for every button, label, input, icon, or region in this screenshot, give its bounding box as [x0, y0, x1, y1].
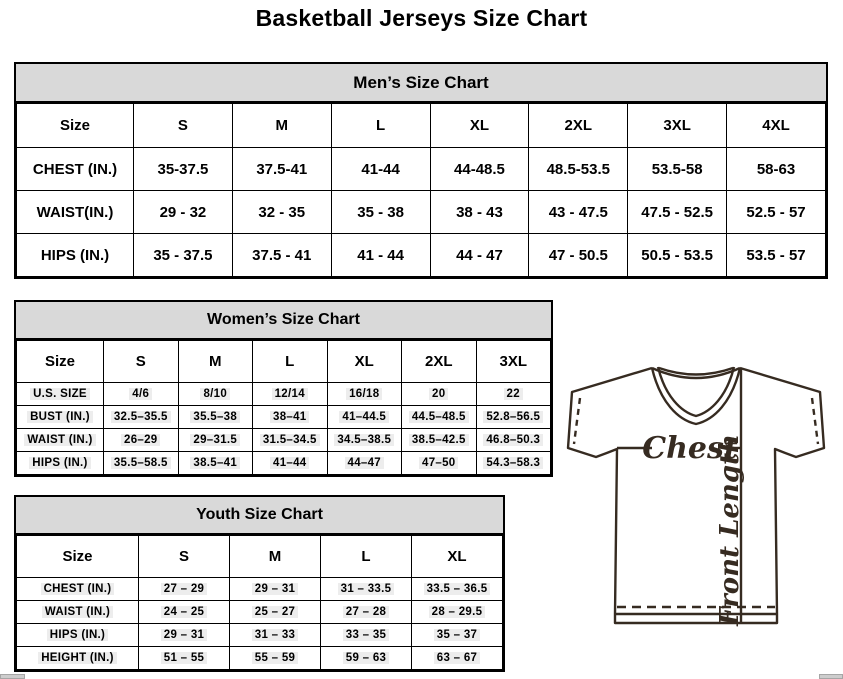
mens-value-cell	[430, 191, 529, 234]
youth-value-cell	[139, 647, 230, 670]
mens-column-header-3xl: 3XL	[628, 104, 727, 148]
womens-value-cell	[476, 383, 551, 406]
womens-size-value: 32.5–35.5	[111, 411, 171, 423]
mens-table-row	[17, 148, 826, 191]
youth-size-value: 24 – 25	[161, 606, 207, 618]
youth-value-cell	[412, 647, 503, 670]
womens-value-cell	[476, 452, 551, 475]
womens-value-cell	[178, 406, 253, 429]
mens-value-cell	[232, 234, 331, 277]
womens-value-cell	[178, 383, 253, 406]
mens-size-value: 52.5 - 57	[746, 203, 806, 221]
youth-size-value: 51 – 55	[161, 652, 207, 664]
youth-size-value: 63 – 67	[434, 652, 480, 664]
womens-size-value: 44–47	[345, 457, 384, 469]
womens-row-label-cell	[17, 429, 104, 452]
mens-value-cell	[727, 148, 826, 191]
mens-size-value: 35 - 38	[357, 203, 404, 221]
mens-size-value: 53.5-58	[651, 160, 703, 178]
womens-value-cell	[402, 452, 477, 475]
womens-table-grid	[16, 340, 551, 475]
womens-size-value: 44.5–48.5	[409, 411, 469, 423]
mens-value-cell	[134, 148, 233, 191]
womens-value-cell	[104, 383, 179, 406]
womens-size-value: 16/18	[346, 388, 382, 400]
mens-value-cell	[529, 191, 628, 234]
womens-value-cell	[327, 383, 402, 406]
womens-table-row	[17, 383, 551, 406]
womens-table-row	[17, 406, 551, 429]
womens-table-header: Women’s Size Chart	[16, 302, 551, 340]
youth-table-row	[17, 647, 503, 670]
mens-value-cell	[134, 234, 233, 277]
mens-size-value: 35-37.5	[157, 160, 209, 178]
youth-size-value: 59 – 63	[343, 652, 389, 664]
mens-row-label-cell	[17, 234, 134, 277]
youth-size-value: 31 – 33	[252, 629, 298, 641]
womens-column-header-3xl: 3XL	[476, 341, 551, 383]
womens-size-value: 22	[504, 388, 523, 400]
womens-size-value: 54.3–58.3	[483, 457, 543, 469]
youth-size-value: 29 – 31	[161, 629, 207, 641]
mens-column-header-row	[17, 104, 826, 148]
womens-value-cell	[402, 383, 477, 406]
mens-value-cell	[727, 191, 826, 234]
mens-column-header-2xl: 2XL	[529, 104, 628, 148]
youth-table-row	[17, 624, 503, 647]
youth-value-cell	[321, 647, 412, 670]
youth-value-cell	[230, 647, 321, 670]
womens-column-header-l: L	[253, 341, 328, 383]
womens-size-value: 38–41	[270, 411, 309, 423]
womens-value-cell	[327, 429, 402, 452]
mens-value-cell	[628, 191, 727, 234]
mens-column-header-m: M	[232, 104, 331, 148]
mens-table-grid	[16, 103, 826, 277]
page-title: Basketball Jerseys Size Chart	[255, 5, 588, 31]
mens-size-value: 37.5-41	[256, 160, 308, 178]
mens-value-cell	[232, 191, 331, 234]
youth-value-cell	[321, 624, 412, 647]
womens-size-value: 20	[429, 388, 448, 400]
youth-value-cell	[412, 624, 503, 647]
womens-size-value: 12/14	[272, 388, 308, 400]
mens-table-row	[17, 191, 826, 234]
womens-value-cell	[104, 406, 179, 429]
womens-row-label: U.S. SIZE	[30, 388, 90, 400]
mens-column-header-l: L	[331, 104, 430, 148]
womens-value-cell	[253, 429, 328, 452]
scrollbar-fragment-left[interactable]	[0, 674, 25, 679]
womens-size-value: 47–50	[419, 457, 458, 469]
womens-value-cell	[178, 452, 253, 475]
youth-value-cell	[139, 601, 230, 624]
womens-value-cell	[327, 406, 402, 429]
mens-value-cell	[134, 191, 233, 234]
youth-size-value: 55 – 59	[252, 652, 298, 664]
womens-size-chart-table	[14, 300, 553, 477]
mens-size-value: 38 - 43	[456, 203, 503, 221]
womens-size-value: 38.5–41	[190, 457, 240, 469]
youth-value-cell	[321, 578, 412, 601]
womens-value-cell	[402, 406, 477, 429]
womens-size-column-header: Size	[17, 341, 104, 383]
mens-row-label-cell	[17, 191, 134, 234]
womens-size-value: 35.5–38	[190, 411, 240, 423]
youth-size-value: 35 – 37	[434, 629, 480, 641]
mens-size-value: 58-63	[756, 160, 796, 178]
left-cuff-dashed-line	[574, 398, 580, 444]
mens-size-value: 47.5 - 52.5	[641, 203, 713, 221]
mens-size-chart-table	[14, 62, 828, 279]
youth-table-row	[17, 601, 503, 624]
youth-row-label: HEIGHT (IN.)	[38, 652, 117, 664]
mens-size-value: 48.5-53.5	[546, 160, 610, 178]
right-cuff-dashed-line	[812, 398, 818, 444]
youth-row-label: CHEST (IN.)	[41, 583, 115, 595]
womens-column-header-xl: XL	[327, 341, 402, 383]
womens-size-value: 26–29	[121, 434, 160, 446]
mens-value-cell	[529, 234, 628, 277]
womens-value-cell	[253, 383, 328, 406]
womens-size-value: 35.5–58.5	[111, 457, 171, 469]
youth-size-value: 33.5 – 36.5	[424, 583, 491, 595]
womens-size-value: 34.5–38.5	[334, 434, 394, 446]
womens-value-cell	[104, 452, 179, 475]
mens-row-label: HIPS (IN.)	[40, 246, 110, 264]
youth-size-value: 25 – 27	[252, 606, 298, 618]
womens-column-header-row	[17, 341, 551, 383]
youth-size-value: 29 – 31	[252, 583, 298, 595]
youth-size-value: 27 – 28	[343, 606, 389, 618]
womens-size-value: 46.8–50.3	[483, 434, 543, 446]
mens-value-cell	[232, 148, 331, 191]
youth-column-header-row	[17, 536, 503, 578]
youth-table-header: Youth Size Chart	[16, 497, 503, 535]
womens-size-value: 31.5–34.5	[260, 434, 320, 446]
womens-value-cell	[178, 429, 253, 452]
womens-row-label-cell	[17, 452, 104, 475]
womens-value-cell	[476, 429, 551, 452]
youth-value-cell	[412, 578, 503, 601]
womens-column-header-2xl: 2XL	[402, 341, 477, 383]
womens-table-row	[17, 429, 551, 452]
mens-value-cell	[529, 148, 628, 191]
mens-column-header-xl: XL	[430, 104, 529, 148]
womens-size-value: 52.8–56.5	[483, 411, 543, 423]
mens-row-label: CHEST (IN.)	[32, 160, 118, 178]
womens-row-label-cell	[17, 383, 104, 406]
youth-row-label-cell	[17, 624, 139, 647]
womens-value-cell	[476, 406, 551, 429]
youth-row-label: WAIST (IN.)	[42, 606, 113, 618]
youth-value-cell	[230, 601, 321, 624]
youth-value-cell	[139, 624, 230, 647]
womens-row-label: WAIST (IN.)	[24, 434, 95, 446]
womens-value-cell	[104, 429, 179, 452]
mens-size-value: 43 - 47.5	[548, 203, 608, 221]
mens-value-cell	[430, 234, 529, 277]
youth-column-header-m: M	[230, 536, 321, 578]
mens-table-header: Men’s Size Chart	[16, 64, 826, 103]
mens-row-label-cell	[17, 148, 134, 191]
womens-value-cell	[253, 452, 328, 475]
mens-column-header-4xl: 4XL	[727, 104, 826, 148]
youth-size-column-header: Size	[17, 536, 139, 578]
mens-size-column-header: Size	[17, 104, 134, 148]
mens-size-value: 35 - 37.5	[153, 246, 213, 264]
mens-value-cell	[331, 148, 430, 191]
youth-column-header-xl: XL	[412, 536, 503, 578]
womens-row-label-cell	[17, 406, 104, 429]
womens-value-cell	[402, 429, 477, 452]
jersey-outline	[568, 368, 824, 623]
womens-size-value: 8/10	[200, 388, 230, 400]
womens-size-value: 4/6	[129, 388, 152, 400]
youth-table-grid	[16, 535, 503, 670]
youth-value-cell	[139, 578, 230, 601]
womens-value-cell	[327, 452, 402, 475]
mens-size-value: 32 - 35	[258, 203, 306, 221]
womens-size-value: 29–31.5	[190, 434, 240, 446]
front-length-label: Front Length	[715, 434, 745, 626]
womens-value-cell	[253, 406, 328, 429]
youth-size-chart-table	[14, 495, 505, 672]
mens-size-value: 44 - 47	[456, 246, 503, 264]
womens-row-label: HIPS (IN.)	[29, 457, 90, 469]
youth-row-label-cell	[17, 647, 139, 670]
scrollbar-fragment-right[interactable]	[819, 674, 843, 679]
youth-value-cell	[230, 624, 321, 647]
womens-column-header-s: S	[104, 341, 179, 383]
youth-row-label-cell	[17, 601, 139, 624]
youth-table-row	[17, 578, 503, 601]
youth-value-cell	[230, 578, 321, 601]
mens-value-cell	[628, 148, 727, 191]
youth-column-header-l: L	[321, 536, 412, 578]
youth-column-header-s: S	[139, 536, 230, 578]
mens-size-value: 53.5 - 57	[746, 246, 806, 264]
youth-size-value: 33 – 35	[343, 629, 389, 641]
womens-column-header-m: M	[178, 341, 253, 383]
mens-size-value: 37.5 - 41	[252, 246, 312, 264]
youth-value-cell	[321, 601, 412, 624]
womens-size-value: 41–44.5	[339, 411, 389, 423]
mens-size-value: 47 - 50.5	[548, 246, 608, 264]
mens-value-cell	[430, 148, 529, 191]
mens-size-value: 41-44	[361, 160, 400, 178]
womens-table-row	[17, 452, 551, 475]
youth-size-value: 27 – 29	[161, 583, 207, 595]
mens-value-cell	[331, 234, 430, 277]
mens-size-value: 44-48.5	[454, 160, 505, 178]
youth-size-value: 28 – 29.5	[429, 606, 486, 618]
mens-column-header-s: S	[134, 104, 233, 148]
mens-row-label: WAIST(IN.)	[36, 203, 114, 221]
youth-value-cell	[412, 601, 503, 624]
mens-value-cell	[331, 191, 430, 234]
youth-row-label-cell	[17, 578, 139, 601]
mens-value-cell	[628, 234, 727, 277]
mens-size-value: 41 - 44	[357, 246, 404, 264]
womens-size-value: 41–44	[270, 457, 309, 469]
mens-size-value: 50.5 - 53.5	[641, 246, 713, 264]
mens-value-cell	[727, 234, 826, 277]
chest-label: Chest	[642, 431, 738, 466]
womens-row-label: BUST (IN.)	[27, 411, 93, 423]
mens-size-value: 29 - 32	[159, 203, 207, 221]
jersey-measurement-diagram	[562, 362, 840, 676]
youth-size-value: 31 – 33.5	[338, 583, 395, 595]
youth-row-label: HIPS (IN.)	[47, 629, 108, 641]
womens-size-value: 38.5–42.5	[409, 434, 469, 446]
mens-table-row	[17, 234, 826, 277]
